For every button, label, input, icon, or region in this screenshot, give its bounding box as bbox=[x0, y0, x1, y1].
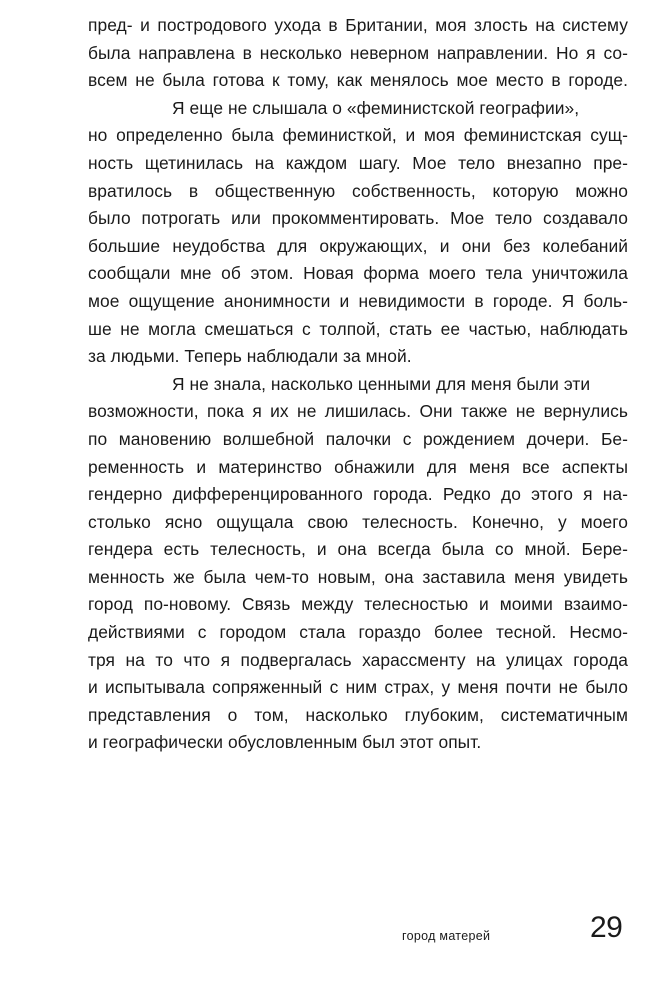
text-line: пред- и постродового ухода в Британии, моя злость на систему bbox=[88, 15, 628, 35]
text-line: ременность и материнство обнажили для меня все аспекты bbox=[88, 456, 628, 477]
text-line: вратилось в общественную собственность, которую можно bbox=[88, 180, 628, 201]
text-line: возможности, пока я их не лишилась. Они также не вернулись bbox=[88, 401, 628, 422]
page-number: 29 bbox=[590, 911, 623, 944]
text-line: всем не была готова к тому, как менялось мое место в городе. bbox=[88, 70, 628, 91]
text-line: представления о том, насколько глубоким, систематичным bbox=[88, 704, 628, 725]
paragraph-first-line: Я еще не слышала о «феминистской географии», bbox=[172, 97, 580, 118]
text-line: сообщали мне об этом. Новая форма моего тела уничтожила bbox=[88, 263, 628, 284]
text-line: город по-новому. Связь между телесностью и моими взаимо- bbox=[88, 594, 628, 615]
text-line: столько ясно ощущала свою телесность. Конечно, у моего bbox=[88, 511, 628, 532]
text-line: менность же была чем-то новым, она заставила меня увидеть bbox=[88, 566, 628, 587]
text-line: была направлена в несколько неверном направлении. Но я со- bbox=[88, 42, 628, 63]
text-line: ше не могла смешаться с толпой, стать ее частью, наблюдать bbox=[88, 318, 628, 339]
text-line: гендерно дифференцированного города. Редко до этого я на- bbox=[88, 484, 628, 505]
paragraph-first-line: Я не знала, насколько ценными для меня были эти bbox=[172, 373, 591, 394]
paragraph-last-line: за людьми. Теперь наблюдали за мной. bbox=[88, 346, 412, 367]
running-title: город матерей bbox=[402, 929, 491, 943]
text-line: тря на то что я подвергалась харассменту на улицах города bbox=[88, 649, 628, 670]
text-line: и испытывала сопряженный с ним страх, у меня почти не было bbox=[88, 677, 628, 698]
text-line: большие неудобства для окружающих, и они без колебаний bbox=[88, 235, 628, 256]
text-line: по мановению волшебной палочки с рождением дочери. Бе- bbox=[88, 428, 628, 449]
text-line: было потрогать или прокомментировать. Мое тело создавало bbox=[88, 208, 628, 229]
text-line: но определенно была феминисткой, и моя феминистская сущ- bbox=[88, 125, 628, 146]
body-text bbox=[88, 12, 628, 757]
paragraph-last-line: и географически обусловленным был этот опыт. bbox=[88, 732, 482, 753]
text-line: мое ощущение анонимности и невидимости в городе. Я боль- bbox=[88, 290, 628, 311]
text-line: ность щетинилась на каждом шагу. Мое тело внезапно пре- bbox=[88, 152, 628, 173]
text-line: действиями с городом стала гораздо более тесной. Несмо- bbox=[88, 622, 628, 643]
text-line: гендера есть телесность, и она всегда была со мной. Бере- bbox=[88, 539, 628, 560]
